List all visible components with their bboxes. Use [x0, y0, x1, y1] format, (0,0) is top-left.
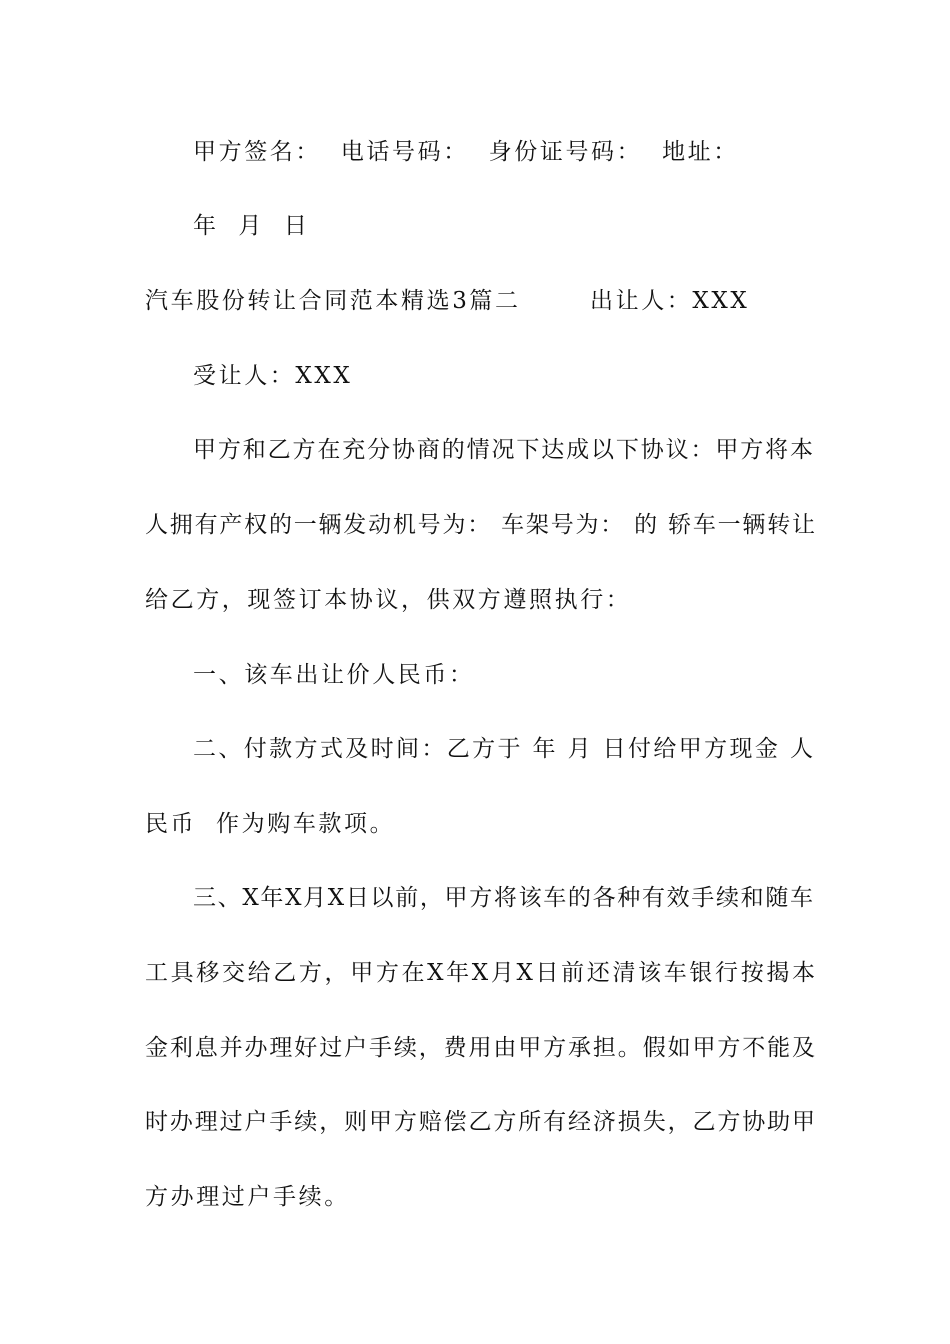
clause-3-line-3: 金利息并办理好过户手续，费用由甲方承担。假如甲方不能及: [145, 1035, 815, 1061]
agreement-paragraph-line-3: 给乙方，现签订本协议，供双方遵照执行：: [145, 587, 632, 613]
buyer-line: 受让人：XXX: [193, 363, 353, 389]
clause-3-line-4: 时办理过户手续，则甲方赔偿乙方所有经济损失，乙方协助甲: [145, 1109, 815, 1135]
clause-2-line-1: 二、付款方式及时间：乙方于 年 月 日付给甲方现金 人: [193, 736, 813, 762]
agreement-paragraph-line-1: 甲方和乙方在充分协商的情况下达成以下协议：甲方将本: [193, 437, 813, 463]
date-line: 年 月 日: [193, 213, 310, 239]
clause-3-line-5: 方办理过户手续。: [145, 1184, 350, 1210]
section-title-seller-line: 汽车股份转让合同范本精选3篇二 出让人：XXX: [145, 288, 750, 314]
signature-fields-line: 甲方签名： 电话号码： 身份证号码： 地址：: [193, 139, 739, 165]
agreement-paragraph-line-2: 人拥有产权的一辆发动机号为： 车架号为： 的 轿车一辆转让: [145, 512, 815, 538]
clause-1-price: 一、该车出让价人民币：: [193, 662, 475, 688]
clause-2-line-2: 民币 作为购车款项。: [145, 811, 396, 837]
clause-3-line-2: 工具移交给乙方，甲方在X年X月X日前还清该车银行按揭本: [145, 960, 815, 986]
clause-3-line-1: 三、X年X月X日以前，甲方将该车的各种有效手续和随车: [193, 885, 813, 911]
